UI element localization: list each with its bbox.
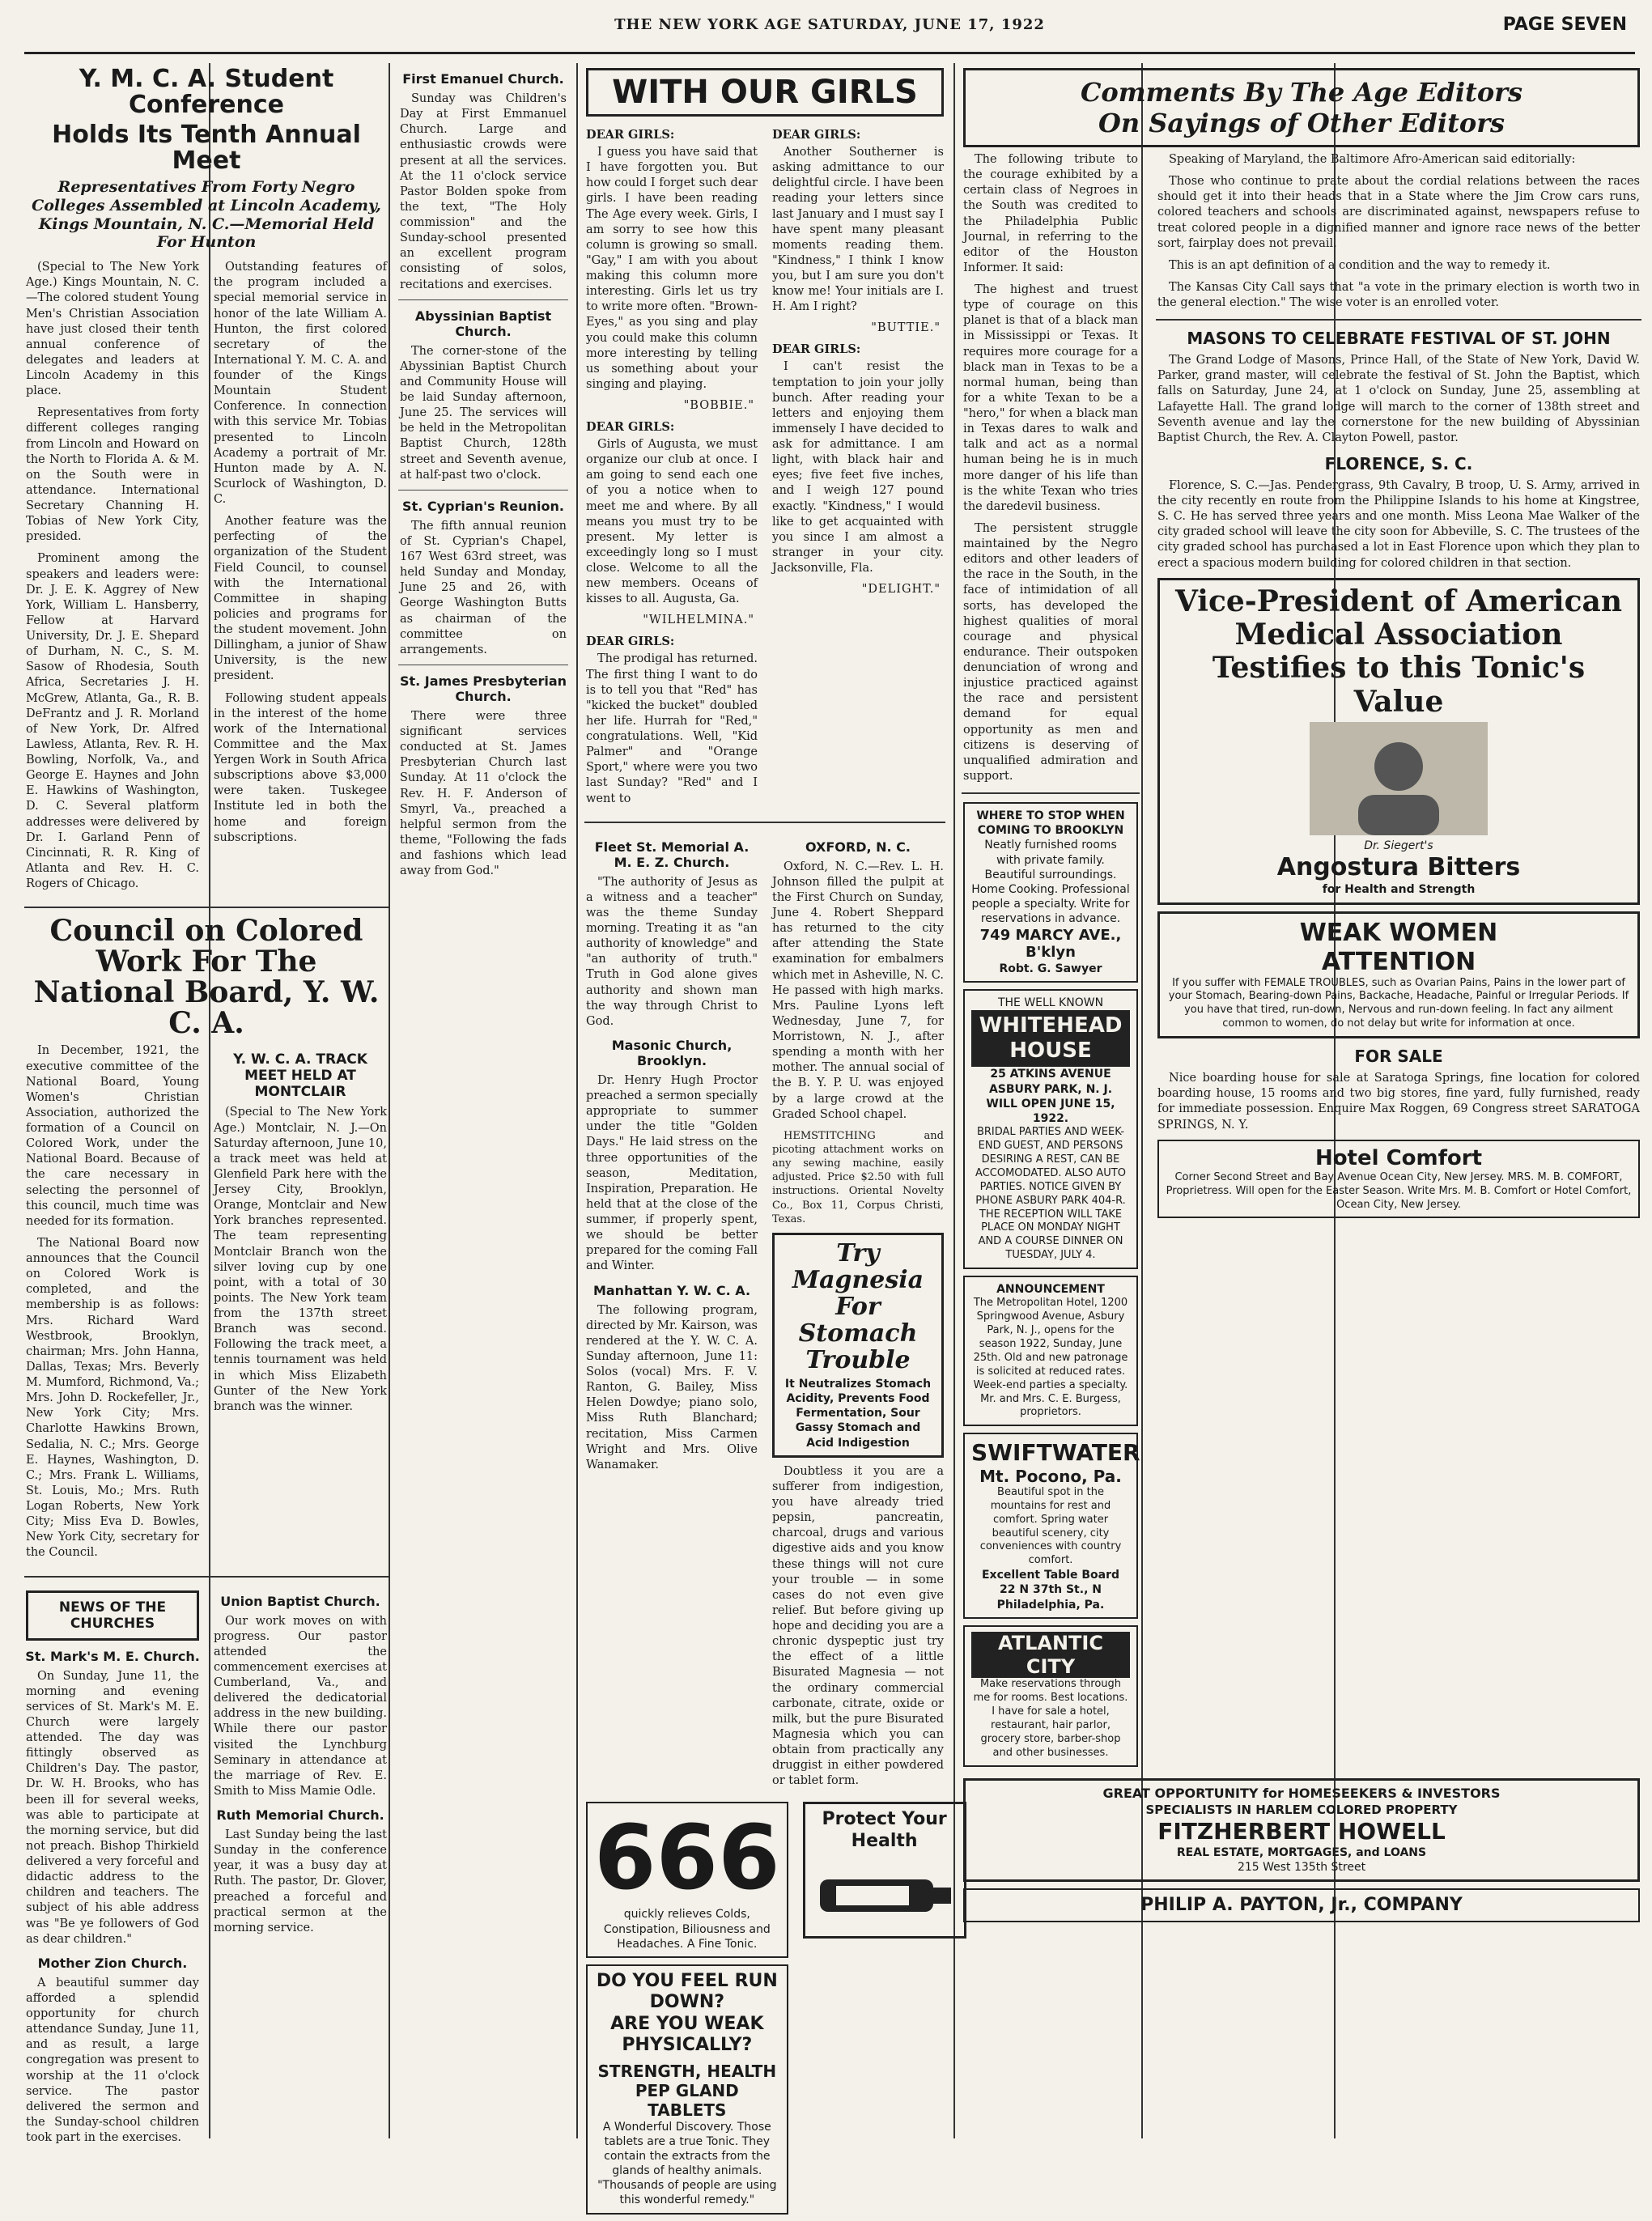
church-column xyxy=(398,63,568,2138)
whitehead-opens: WILL OPEN JUNE 15, 1922. xyxy=(986,1097,1115,1125)
ymca-body xyxy=(24,260,389,898)
brooklyn-body: Neatly furnished rooms with private family. Beautiful surroundings. Home Cooking. Professional people a specialty. Write for reservations in advance. xyxy=(971,839,1130,926)
girls-body xyxy=(584,121,945,813)
letter-salutation: DEAR GIRLS: xyxy=(772,128,861,142)
divider xyxy=(584,822,945,823)
bottom-ads xyxy=(584,1795,945,2220)
girls-headline: WITH OUR GIRLS xyxy=(612,74,918,111)
church-heading: St. James Presbyterian Church. xyxy=(399,673,567,704)
rundown-headline-1: DO YOU FEEL RUN DOWN? xyxy=(596,1970,778,2013)
whitehead-name: WHITEHEAD HOUSE xyxy=(971,1010,1130,1067)
church-paragraph: The following program, directed by Mr. Kairson, was rendered at the Y. W. C. A. Sunday afternoon, June 11: Solos (vocal) Mrs. F. V. Ranton, G. Bailey, Miss Helen Dowdye; piano solo, Miss Ruth Blanchard; recitation, Miss Carmen Wright and Mrs. Olive Wanamaker. xyxy=(586,1303,758,1471)
editors-header-box xyxy=(963,68,1640,147)
ymca-paragraph: Prominent among the speakers and leaders were: Dr. J. E. K. Aggrey of New York, William L. Hansberry, Fellow at Harvard University, Dr. J. E. Shepard of Durham, N. C., S. M. Sasow of Rhodesia, South Africa, Secretaries J. H. McGrew, Atlanta, Ga., R. B. DeFrantz and J. R. Morland of New York, Dr. Alfred Lawless, Atlanta, Rev. R. H. Bowling, Norfolk, Va., and George E. Haynes and John E. Hawkins of Washington, D. C. Several platform addresses were delivered by Dr. I. Garland Penn of Cincinnati, R. R. King of Atlanta and Rev. H. C. Rogers of Chicago. xyxy=(26,552,199,891)
left-columns xyxy=(24,63,389,2144)
church-paragraph: Last Sunday being the last Sunday in the conference year, it was a busy day at Ruth. The pastor, Dr. Glover, preached a forceful and practical sermon at the morning service. xyxy=(214,1828,387,1934)
council-body xyxy=(24,1043,389,1567)
weak-women-body: If you suffer with FEMALE TROUBLES, such as Ovarian Pains, Pains in the lower part of your Stomach, Bearing-down Pains, Backache, Headache, Painful or Irregular Periods. If you have that tired, run-down, Nervous and run-down feeling. In fact any ailment common to women, do not delay but write for information at once. xyxy=(1168,976,1629,1030)
angostura-line-2: Angostura Bitters xyxy=(1276,853,1521,882)
atlantic-ad xyxy=(963,1625,1138,1767)
column-rule xyxy=(389,63,390,2138)
weak-women-headline-2: ATTENTION xyxy=(1321,947,1476,976)
church-heading: Mother Zion Church. xyxy=(37,1955,188,1971)
church-paragraph: There were three significant services conducted at St. James Presbyterian Church last Sunday. At 11 o'clock the Rev. H. F. Anderson of Smyrl, Va., preached a helpful sermon from the theme, "Following the fads and fashions which lead away from God." xyxy=(400,709,567,878)
letter-salutation: DEAR GIRLS: xyxy=(586,128,675,142)
church-paragraph: The fifth annual reunion of St. Cyprian's Chapel, 167 West 63rd street, was held Sunday and Monday, June 25 and 26, with George Washington Butts as chairman of the committee on arrangements. xyxy=(400,519,567,656)
editors-paragraph: The following tribute to the courage exhibited by a certain class of Negroes in the South was credited to the Philadelphia Public Journal, in referring to the editor of the Houston Informer. It said: xyxy=(963,153,1138,274)
harlem-headline: GREAT OPPORTUNITY for HOMESEEKERS & INVESTORS xyxy=(1102,1785,1501,1801)
editors-paragraph: The Kansas City Call says that "a vote in the primary election is worth two in the general election." The wise voter is an enrolled voter. xyxy=(1157,280,1640,309)
divider xyxy=(398,299,568,300)
harlem-address: 215 West 135th Street xyxy=(1237,1860,1366,1874)
brooklyn-ad xyxy=(963,802,1138,983)
girls-header-box xyxy=(586,68,944,117)
track-headline: Y. W. C. A. TRACK MEET HELD AT MONTCLAIR xyxy=(233,1051,367,1101)
swiftwater-body: Beautiful spot in the mountains for rest and comfort. Spring water beautiful scenery, city conveniences with country comfort. xyxy=(979,1485,1122,1567)
atlantic-body: Make reservations through me for rooms. Best locations. I have for sale a hotel, restaurant, hair parlor, grocery store, barber-shop and other businesses. xyxy=(973,1678,1128,1759)
divider xyxy=(1156,319,1641,321)
ad-666-line: quickly relieves Colds, Constipation, Biliousness and Headaches. A Fine Tonic. xyxy=(603,1908,771,1951)
whitehead-city: ASBURY PARK, N. J. xyxy=(988,1082,1113,1096)
editors-paragraph: The persistent struggle maintained by the Negro editors and other leaders of the race in the South, in the face of intimidation of all sorts, has developed the highest qualities of moral courage and physical endurance. Their outspoken denunciation of wrong and injustice practiced against the race and persistent demand for equal opportunity as men and citizens is deserving of unqualified admiration and support. xyxy=(963,521,1138,783)
editors-body xyxy=(962,152,1641,1773)
track-paragraph: (Special to The New York Age.) Montclair, N. J.—On Saturday afternoon, June 10, a track meet was held at Glenfield Park here with the Jersey City, Brooklyn, Orange, Montclair and New York branches represented. The team representing Montclair Branch won the silver loving cup by one point, with a total of 30 points. The New York team from the 137th street Branch was second. Following the track meet, a tennis tournament was held in which Miss Elizabeth Gunter of the New York branch was the winner. xyxy=(214,1106,387,1413)
swiftwater-ad xyxy=(963,1433,1138,1619)
editors-paragraph: The highest and truest type of courage on this planet is that of a black man in Mississippi or Texas. It requires more courage for a black man in Texas to be a normal human, being than for a white Texan to be a "hero," for when a black man in Texas dares to walk and talk and act as a normal human being he is in much more danger of his life than is the white Texan who tries the daredevil business. xyxy=(963,283,1138,513)
angostura-line-3: for Health and Strength xyxy=(1322,883,1476,897)
harlem-subhead: SPECIALISTS IN HARLEM COLORED PROPERTY xyxy=(1145,1802,1458,1817)
whitehead-address: 25 ATKINS AVENUE xyxy=(990,1068,1111,1081)
church-heading: St. Mark's M. E. Church. xyxy=(25,1648,200,1664)
harlem-line: REAL ESTATE, MORTGAGES, and LOANS xyxy=(1176,1845,1427,1859)
magnesia-subhead: It Neutralizes Stomach Acidity, Prevents Food Fermentation, Sour Gassy Stomach and Acid Indigestion xyxy=(784,1377,932,1450)
church-heading: Fleet St. Memorial A. M. E. Z. Church. xyxy=(594,839,750,870)
hotel-comfort-ad xyxy=(1157,1140,1640,1219)
protect-headline: Protect Your Health xyxy=(822,1809,947,1851)
letter-salutation: DEAR GIRLS: xyxy=(586,420,675,434)
whitehead-ad xyxy=(963,989,1138,1269)
churches-section xyxy=(24,1586,389,2153)
column-rule xyxy=(576,63,578,2138)
swiftwater-name: SWIFTWATER xyxy=(971,1439,1140,1467)
council-headline: Council on Colored Work For The National Board, Y. W. C. A. xyxy=(33,914,380,1040)
harlem-ad xyxy=(963,1778,1640,1882)
right-columns xyxy=(962,63,1641,2138)
ymca-headline-2: Holds Its Tenth Annual Meet xyxy=(52,121,361,175)
payton-ad xyxy=(963,1888,1640,1922)
editors-paragraph: This is an apt definition of a condition and the way to remedy it. xyxy=(1169,258,1551,272)
page-number: PAGE SEVEN xyxy=(1502,15,1627,35)
church-paragraph: On Sunday, June 11, the morning and evening services of St. Mark's M. E. Church were largely attended. The day was fittingly observed as Children's Day. The pastor, Dr. W. H. Brooks, who has been ill for several weeks, was able to participate at the morning service, but did not preach. Bishop Thirkield delivered a very forceful and didactic address to the children and teachers. The subject of his able address was "Be ye followers of God as dear children." xyxy=(26,1669,199,1946)
council-paragraph: In December, 1921, the executive committee of the National Board, Young Women's Christian Association, authorized the formation of a Council on Colored Work, under the National Board. Because of the care necessary in selecting the personnel of this council, much time was needed for its formation. xyxy=(26,1044,199,1228)
divider xyxy=(962,792,1140,794)
swiftwater-board: Excellent Table Board xyxy=(981,1569,1120,1582)
ymca-paragraph: Representatives from forty different colleges ranging from Lincoln and Howard on the North to Florida A. & M. on the South were in attendance. International Secretary Channing H. Tobias of New York City, presided. xyxy=(26,406,199,544)
church-heading: Masonic Church, Brooklyn. xyxy=(611,1037,733,1068)
editors-paragraph: Those who continue to prate about the cordial relations between the races should get it into their heads that in a State where the Jim Crow cars runs, colored teachers and schools are discriminated against, newspapers refuse to treat colored people in a dignified manner and ignore race news of the better sort, fairplay does not prevail. xyxy=(1157,175,1640,250)
masthead-title: THE NEW YORK AGE SATURDAY, JUNE 17, 1922 xyxy=(614,16,1045,33)
divider xyxy=(24,907,389,908)
florence-paragraph: Florence, S. C.—Jas. Pendergrass, 9th Cavalry, B troop, U. S. Army, arrived in the city recently en route from the Philippine Islands to his home at Kingstree, S. C. He has served three years and one month. Miss Leona Mae Walker of the city graded school will leave the city soon for Abbeville, S. C. The trustees of the city graded school has purchased a lot in East Florence upon which they plan to erect a spacious modern building for colored children in that section. xyxy=(1157,478,1640,570)
magnesia-ad xyxy=(772,1233,944,1458)
rundown-body: A Wonderful Discovery. Those tablets are a true Tonic. They contain the extracts from the glands of healthy animals. "Thousands of people are using this wonderful remedy." xyxy=(597,2120,777,2207)
letter-signature: "BOBBIE." xyxy=(683,399,754,412)
metropolitan-body: The Metropolitan Hotel, 1200 Springwood Avenue, Asbury Park, N. J., opens for the season 1922, Sunday, June 25th. Old and new patronage is solicited at reduced rates. Week-end parties a specialty. Mr. and Mrs. C. E. Burgess, proprietors. xyxy=(973,1297,1128,1419)
church-heading: Ruth Memorial Church. xyxy=(216,1807,384,1823)
church-heading: St. Cyprian's Reunion. xyxy=(402,498,564,514)
brooklyn-headline: WHERE TO STOP WHEN COMING TO BROOKLYN xyxy=(976,809,1125,838)
church-paragraph: Sunday was Children's Day at First Emmanuel Church. Large and enthusiastic crowds were present at all the services. At the 11 o'clock service Pastor Bolden spoke from the text, "The Holy commission" and the Sunday-school presented an excellent program consisting of solos, recitations and exercises. xyxy=(400,92,567,291)
editors-paragraph: Speaking of Maryland, the Baltimore Afro-American said editorially: xyxy=(1169,153,1576,166)
ad-666-number: 666 xyxy=(594,1806,780,1910)
ymca-dateline: (Special to The New York Age.) Kings Mountain, N. C.—The colored student Young Men's Christian Association have just closed their tenth annual conference of delegates and leaders at Lincoln Academy in this place. xyxy=(26,261,199,398)
metropolitan-ad xyxy=(963,1276,1138,1426)
churches-header: NEWS OF THE CHURCHES xyxy=(58,1599,167,1632)
letter-paragraph: The prodigal has returned. The first thing I want to do is to tell you that "Red" has "kicked the bucket" doubled her life. Hurrah for "Red," congratulations. Well, "Kid Palmer" and "Orange Sport," where were you two last Sunday? "Red" and I went to xyxy=(586,652,758,805)
church-paragraph: The corner-stone of the Abyssinian Baptist Church and Community House will be laid Sunday afternoon, June 25. The services will be held in the Metropolitan Baptist Church, 128th street and Seventh avenue, at half-past two o'clock. xyxy=(400,344,567,482)
for-sale-paragraph: Nice boarding house for sale at Saratoga Springs, fine location for colored boarding house, 15 rooms and two big stores, fine yard, fully furnished, ready for immediate possession. Enquire Max Roggen, 69 Congress street SARATOGA SPRINGS, N. Y. xyxy=(1157,1072,1640,1132)
letter-salutation: DEAR GIRLS: xyxy=(772,342,861,357)
rundown-tablets: PEP GLAND TABLETS xyxy=(635,2080,739,2120)
letter-paragraph: Girls of Augusta, we must organize our club at once. I am going to send each one of you a notice when to meet me and where. By all means you must try to be present. My letter is exceedingly long so I must close. Welcome to all the new members. Oceans of kisses to all. Augusta, Ga. xyxy=(586,438,758,606)
rundown-headline-2: ARE YOU WEAK PHYSICALLY? xyxy=(610,2013,764,2056)
angostura-line-1: Dr. Siegert's xyxy=(1364,839,1433,853)
oxford-paragraph: Oxford, N. C.—Rev. L. H. Johnson filled the pulpit at the First Church on Sunday, June 4. Robert Sheppard has returned to the city after attending the State examination for embalmers which met in Asheville, N. C. He passed with high marks. Mrs. Pauline Lyons left Wednesday, June 7, for Morristown, N. J., after spending a month with her mother. The annual social of the B. Y. P. U. was enjoyed by a large crowd at the Graded School chapel. xyxy=(772,860,944,1121)
ymca-paragraph: Outstanding features of the program included a special memorial service in honor of the late William A. Hunton, the first colored secretary of the International Y. M. C. A. and founder of the Kings Mountain Student Conference. In connection with this service Mr. Tobias presented to Lincoln Academy a portrait of Mr. Hunton made by A. N. Scurlock of Washington, D. C. xyxy=(214,261,387,507)
metropolitan-headline: ANNOUNCEMENT xyxy=(996,1283,1105,1297)
ymca-paragraph: Following student appeals in the interest of the home work of the International Committee and the Max Yergen Work in South Africa subscriptions above $3,000 were taken. Tuskegee Institute led in both the home and foreign subscriptions. xyxy=(214,691,387,844)
comfort-headline: Hotel Comfort xyxy=(1314,1145,1483,1170)
rundown-strength: STRENGTH, HEALTH xyxy=(597,2061,777,2081)
hemstitching-ad: HEMSTITCHING and picoting attachment works on any sewing machine, easily adjusted. Price $2.50 with full instructions. Oriental Novelty Co., Box 11, Corpus Christi, Texas. xyxy=(772,1129,944,1225)
brooklyn-address: 749 MARCY AVE., B'klyn xyxy=(979,926,1122,962)
ymca-headline-1: Y. M. C. A. Student Conference xyxy=(79,65,334,119)
whitehead-intro: THE WELL KNOWN xyxy=(997,996,1104,1009)
girls-columns xyxy=(584,63,947,2207)
magnesia-paragraph: Doubtless it you are a sufferer from indigestion, you have already tried pepsin, pancreatin, charcoal, drugs and various digestive aids and you know these things will not cure your trouble — in some cases do not even give relief. But before giving up hope and deciding you are a chronic dyspeptic just try the effect of a little Bisurated Magnesia — not the ordinary commercial carbonate, citrate, oxide or milk, but the pure Bisurated Magnesia which you can obtain from practically any druggist in either powdered or tablet form. xyxy=(772,1464,944,1788)
for-sale-headline: FOR SALE xyxy=(1354,1047,1443,1067)
vice-president-headline: Vice-President of American Medical Association Testifies to this Tonic's Value xyxy=(1174,584,1623,719)
letter-paragraph: I guess you have said that I have forgotten you. But how could I forget such dear girls. I have been reading The Age every week. Girls, I am sorry to see how this column is growing so small. "Gay," I am with you about making this column more interesting. Girls let us try to write more often. "Brown-Eyes," as you sing and play you could make this column more interesting by telling us something about your singing and playing. xyxy=(586,146,758,391)
letter-paragraph: I can't resist the temptation to join your jolly bunch. After reading your letters and enjoying them immensely I have decided to ask for admittance. I am light, with black hair and eyes; five feet five inches, and I weigh 127 pound exactly. "Kindness," I would like to get acquainted with you since I am almost a stranger in your city. Jacksonville, Fla. xyxy=(772,360,944,575)
church-heading: Union Baptist Church. xyxy=(220,1593,380,1609)
weak-women-ad xyxy=(1157,911,1640,1039)
ymca-subhead: Representatives From Forty Negro Colleges Assembled at Lincoln Academy, Kings Mountain, N. C.—Memorial Held For Hunton xyxy=(32,178,381,252)
letter-signature: "WILHELMINA." xyxy=(643,614,754,627)
letter-salutation: DEAR GIRLS: xyxy=(586,635,675,649)
letter-signature: "DELIGHT." xyxy=(861,583,941,597)
florence-headline: FLORENCE, S. C. xyxy=(1324,453,1473,474)
divider xyxy=(24,1576,389,1578)
editors-headline-2: On Sayings of Other Editors xyxy=(1098,108,1505,138)
letter-paragraph: Another Southerner is asking admittance to our delightful circle. I have been reading your letters since last January and I must say I have spent many pleasant moments reading them. "Kindness," I think I know you, but I am sure you don't know me! Your initials are I. H. Am I right? xyxy=(772,146,944,314)
brooklyn-name: Robt. G. Sawyer xyxy=(999,962,1102,975)
oxford-headline: OXFORD, N. C. xyxy=(805,839,911,855)
masons-paragraph: The Grand Lodge of Masons, Prince Hall, of the State of New York, David W. Parker, grand master, will celebrate the festival of St. John the Baptist, which falls on Saturday, June 24, at 1 o'clock on Sunday, June 25, assembling at Lafayette Hall. The grand lodge will march to the corner of 138th street and Seventh avenue and lay the cornerstone for the new building of Abyssinian Baptist Church, the Rev. A. Clayton Powell, pastor. xyxy=(1157,354,1640,444)
ad-666 xyxy=(586,1802,788,1958)
church-paragraph: Our work moves on with progress. Our pastor attended the commencement exercises at Cumberland, Va., and delivered the dedicatorial address in the new building. While there our pastor visited the Lynchburg Seminary in attendance at the marriage of Rev. E. Smith to Miss Mamie Odle. xyxy=(214,1614,387,1798)
vice-president-ad xyxy=(1157,578,1640,905)
atlantic-headline: ATLANTIC CITY xyxy=(971,1632,1130,1679)
protect-health-ad xyxy=(803,1802,966,1939)
whitehead-body: BRIDAL PARTIES AND WEEK-END GUEST, AND PERSONS DESIRING A REST, CAN BE ACCOMODATED. ALSO AUTO PARTIES. NOTICE GIVEN BY PHONE ASBURY PARK 404-R. THE RECEPTION WILL TAKE PLACE ON MONDAY NIGHT AND A COURSE DINNER ON TUESDAY, JULY 4. xyxy=(975,1126,1126,1262)
portrait-icon xyxy=(1310,722,1488,835)
lower-girls-area xyxy=(584,831,945,1796)
masons-headline: MASONS TO CELEBRATE FESTIVAL OF ST. JOHN xyxy=(1187,329,1611,349)
payton-headline: PHILIP A. PAYTON, Jr., COMPANY xyxy=(1140,1895,1463,1915)
swiftwater-place: Mt. Pocono, Pa. xyxy=(979,1466,1122,1486)
masthead xyxy=(24,6,1635,54)
bottle-icon xyxy=(812,1855,958,1928)
council-paragraph: The National Board now announces that the Council on Colored Work is completed, and the membership is as follows: Mrs. Richard Ward Westbrook, Brooklyn, chairman; Mrs. John Hanna, Dallas, Texas; Mrs. Beverly M. Mumford, Richmond, Va.; Mrs. John D. Rockefeller, Jr., New York City; Mrs. Charlotte Hawkins Brown, Sedalia, N. C.; Mrs. George E. Haynes, Washington, D. C.; Mrs. Frank L. Williams, St. Louis, Mo.; Mrs. Ruth Logan Roberts, New York City; Miss Eva D. Bowles, New York City, secretary for the Council. xyxy=(26,1236,199,1560)
ymca-paragraph: Another feature was the perfecting of the organization of the Student Field Council, to counsel with the International Committee in shaping policies and programs for the student movement. John Dillingham, a junior of Shaw University, is the new president. xyxy=(214,515,387,683)
magnesia-headline: Try Magnesia For Stomach Trouble xyxy=(792,1238,924,1374)
church-paragraph: "The authority of Jesus as a witness and a teacher" was the theme Sunday morning. Treating it as "an authority of knowledge" and "an authority of truth." Truth in God alone gives authority and shown man the way through Christ to God. xyxy=(586,875,758,1028)
letter-signature: "BUTTIE." xyxy=(871,321,941,335)
editors-headline-1: Comments By The Age Editors xyxy=(1080,77,1523,108)
swiftwater-address: 22 N 37th St., N Philadelphia, Pa. xyxy=(996,1583,1105,1612)
church-heading: Abyssinian Baptist Church. xyxy=(414,308,552,339)
weak-women-headline-1: WEAK WOMEN xyxy=(1299,918,1498,947)
church-heading: First Emanuel Church. xyxy=(402,71,564,87)
comfort-body: Corner Second Street and Bay Avenue Ocean City, New Jersey. MRS. M. B. COMFORT, Proprietress. Will open for the Easter Season. Write Mrs. M. B. Comfort or Hotel Comfort, Ocean City, New Jersey. xyxy=(1166,1170,1632,1211)
churches-header-box xyxy=(26,1590,199,1641)
pep-gland-ad xyxy=(586,1964,788,2215)
church-paragraph: A beautiful summer day afforded a splendid opportunity for church attendance Sunday, June 11, and as result, a large congregation was present to worship at the 11 o'clock service. The pastor delivered the sermon and the Sunday-school children took part in the exercises. xyxy=(26,1976,199,2144)
church-paragraph: Dr. Henry Hugh Proctor preached a sermon specially appropriate to summer under the title "Golden Days." He laid stress on the three opportunities of the season, Meditation, Inspiration, Preparation. He held that at the close of the summer, if properly spent, we should be better prepared for the coming Fall and Winter. xyxy=(586,1073,758,1273)
harlem-firm: FITZHERBERT HOWELL xyxy=(1157,1818,1446,1845)
church-heading: Manhattan Y. W. C. A. xyxy=(592,1282,751,1298)
